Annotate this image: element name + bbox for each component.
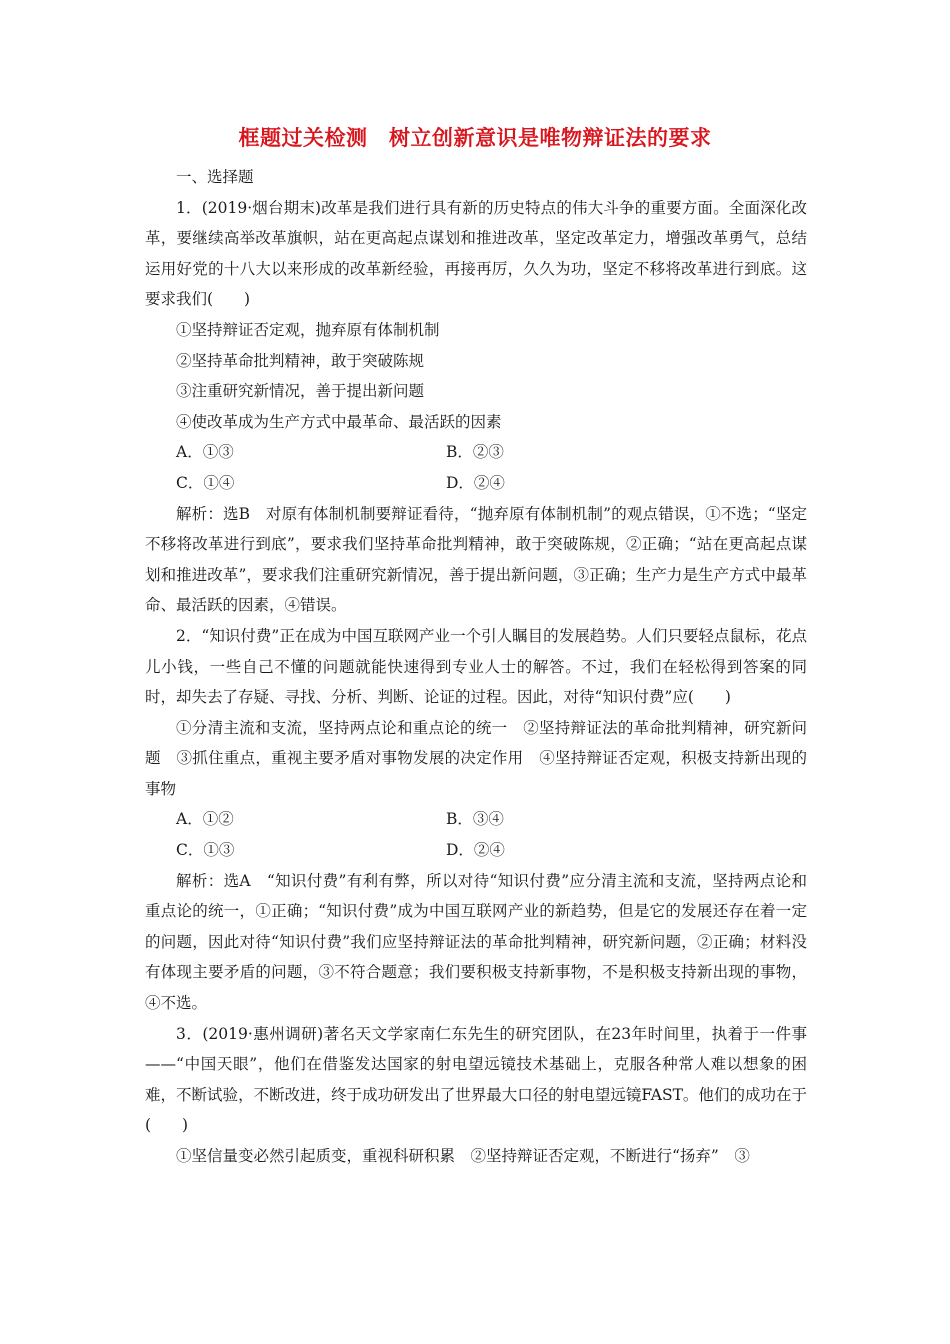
question-2-choice-b: B．③④ <box>446 810 504 829</box>
page-title: 框题过关检测 树立创新意识是唯物辩证法的要求 <box>238 125 712 150</box>
question-1-choice-c: C．①④ <box>176 473 235 492</box>
section-heading: 一、选择题 <box>176 168 254 186</box>
question-2-choice-c: C．①③ <box>176 841 235 860</box>
question-2-choices-cd <box>145 835 807 866</box>
question-1-choice-d: D．②④ <box>446 473 505 492</box>
question-2-choice-d: D．②④ <box>446 841 505 860</box>
question-2-items: ①分清主流和支流，坚持两点论和重点论的统一 ②坚持辩证法的革命批判精神，研究新问题 ③抓住重点，重视主要矛盾对事物发展的决定作用 ④坚持辩证否定观，积极支持新出现的事物 <box>145 718 807 798</box>
question-1-choice-a: A．①③ <box>176 443 234 462</box>
question-2-choice-a: A．①② <box>176 810 234 829</box>
question-1-item-1: ①坚持辩证否定观，抛弃原有体制机制 <box>176 320 440 339</box>
question-1-choices-cd <box>145 468 807 499</box>
question-1-item-4: ④使改革成为生产方式中最革命、最活跃的因素 <box>176 412 502 431</box>
question-1-item-2: ②坚持革命批判精神，敢于突破陈规 <box>176 351 425 370</box>
question-1-item-3: ③注重研究新情况，善于提出新问题 <box>176 382 425 401</box>
question-2-stem: 2．“知识付费”正在成为中国互联网产业一个引人瞩目的发展趋势。人们只要轻点鼠标，花点儿小钱，一些自己不懂的问题就能快速得到专业人士的解答。不过，我们在轻松得到答案的同时，却失去了存疑、寻找、分析、判断、论证的过程。因此，对待“知识付费”应( ) <box>145 626 807 707</box>
document-body <box>145 162 807 1172</box>
question-2-analysis: 解析：选A “知识付费”有利有弊，所以对待“知识付费”应分清主流和支流，坚持两点论和重点论的统一，①正确；“知识付费”成为中国互联网产业的新趋势，但是它的发展还存在着一定的问题，因此对待“知识付费”我们应坚持辩证法的革命批判精神，研究新问题，②正确；材料没有体现主要矛盾的问题，③不符合题意；我们要积极支持新事物，不是积极支持新出现的事物，④不选。 <box>145 871 807 1013</box>
question-2-choices-ab <box>145 804 807 835</box>
question-1-choice-b: B．②③ <box>446 443 504 462</box>
question-1-analysis: 解析：选B 对原有体制机制要辩证看待，“抛弃原有体制机制”的观点错误，①不选；“坚定不移将改革进行到底”，要求我们坚持革命批判精神，敢于突破陈规，②正确；“站在更高起点谋划和推进改革”，要求我们注重研究新情况，善于提出新问题，③正确；生产力是生产方式中最革命、最活跃的因素，④错误。 <box>145 504 807 615</box>
question-1-choices-ab <box>145 437 807 468</box>
question-1-stem: 1．(2019·烟台期末)改革是我们进行具有新的历史特点的伟大斗争的重要方面。全面深化改革，要继续高举改革旗帜，站在更高起点谋划和推进改革，坚定改革定力，增强改革勇气，总结运用好党的十八大以来形成的改革新经验，再接再厉，久久为功，坚定不移将改革进行到底。这要求我们( ) <box>145 198 807 309</box>
question-3-stem: 3．(2019·惠州调研)著名天文学家南仁东先生的研究团队，在23年时间里，执着于一件事——“中国天眼”，他们在借鉴发达国家的射电望远镜技术基础上，克服各种常人难以想象的困难，不断试验，不断改进，终于成功研发出了世界最大口径的射电望远镜FAST。他们的成功在于( ) <box>145 1024 807 1135</box>
question-3-items: ①坚信量变必然引起质变，重视科研积累 ②坚持辩证否定观，不断进行“扬弃” ③ <box>176 1147 750 1165</box>
